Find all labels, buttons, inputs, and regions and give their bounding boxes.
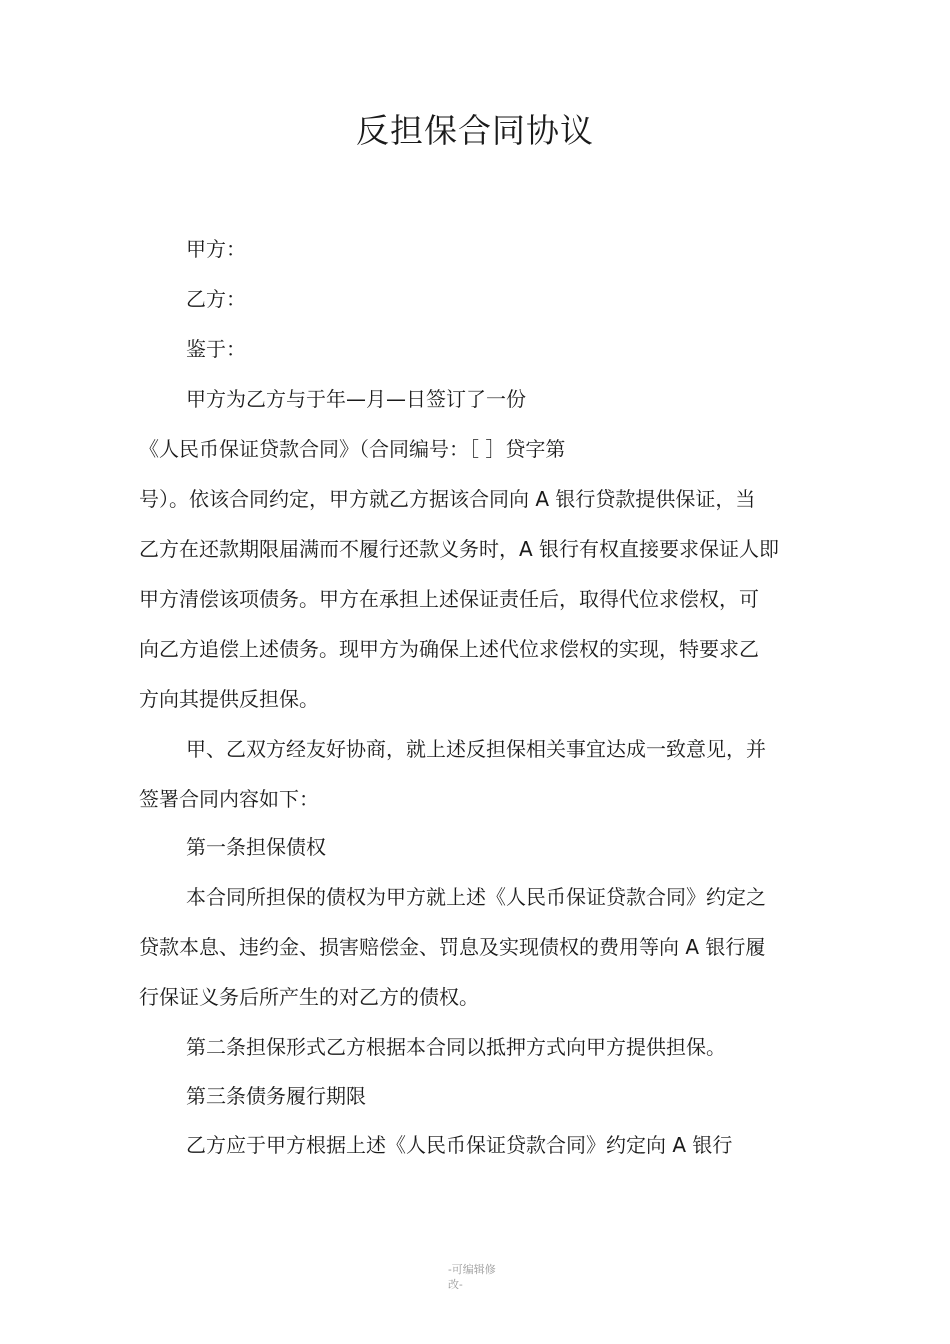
article-1-body: 行保证义务后所产生的对乙方的债权。 (139, 985, 479, 1009)
article-1-body: 本合同所担保的债权为甲方就上述《人民币保证贷款合同》约定之 (186, 885, 766, 909)
recital-line: 甲方清偿该项债务。甲方在承担上述保证责任后，取得代位求偿权，可 (139, 587, 759, 611)
recital-line: 《人民币保证贷款合同》（合同编号：［ ］贷字第 (139, 437, 566, 461)
recital-line: 方向其提供反担保。 (139, 687, 319, 711)
whereas-label: 鉴于： (186, 337, 246, 361)
agreement-line: 甲、乙双方经友好协商，就上述反担保相关事宜达成一致意见，并 (186, 737, 766, 761)
article-2: 第二条担保形式乙方根据本合同以抵押方式向甲方提供担保。 (186, 1035, 726, 1059)
party-b-label: 乙方： (186, 287, 246, 311)
recital-line: 乙方在还款期限届满而不履行还款义务时，A 银行有权直接要求保证人即 (139, 537, 780, 561)
recital-line: 号）。依该合同约定，甲方就乙方据该合同向 A 银行贷款提供保证，当 (139, 487, 756, 511)
party-a-label: 甲方： (186, 237, 246, 261)
article-1-body: 贷款本息、违约金、损害赔偿金、罚息及实现债权的费用等向 A 银行履 (139, 935, 766, 959)
recital-line: 向乙方追偿上述债务。现甲方为确保上述代位求偿权的实现，特要求乙 (139, 637, 759, 661)
article-3-body: 乙方应于甲方根据上述《人民币保证贷款合同》约定向 A 银行 (186, 1133, 733, 1157)
recital-line: 甲方为乙方与于年—月—日签订了一份 (186, 387, 526, 411)
document-title: 反担保合同协议 (356, 111, 594, 150)
editable-footer-note: -可编辑修改- (448, 1263, 496, 1291)
agreement-line: 签署合同内容如下： (139, 787, 319, 811)
article-1-heading: 第一条担保债权 (186, 835, 326, 859)
article-3-heading: 第三条债务履行期限 (186, 1084, 366, 1108)
